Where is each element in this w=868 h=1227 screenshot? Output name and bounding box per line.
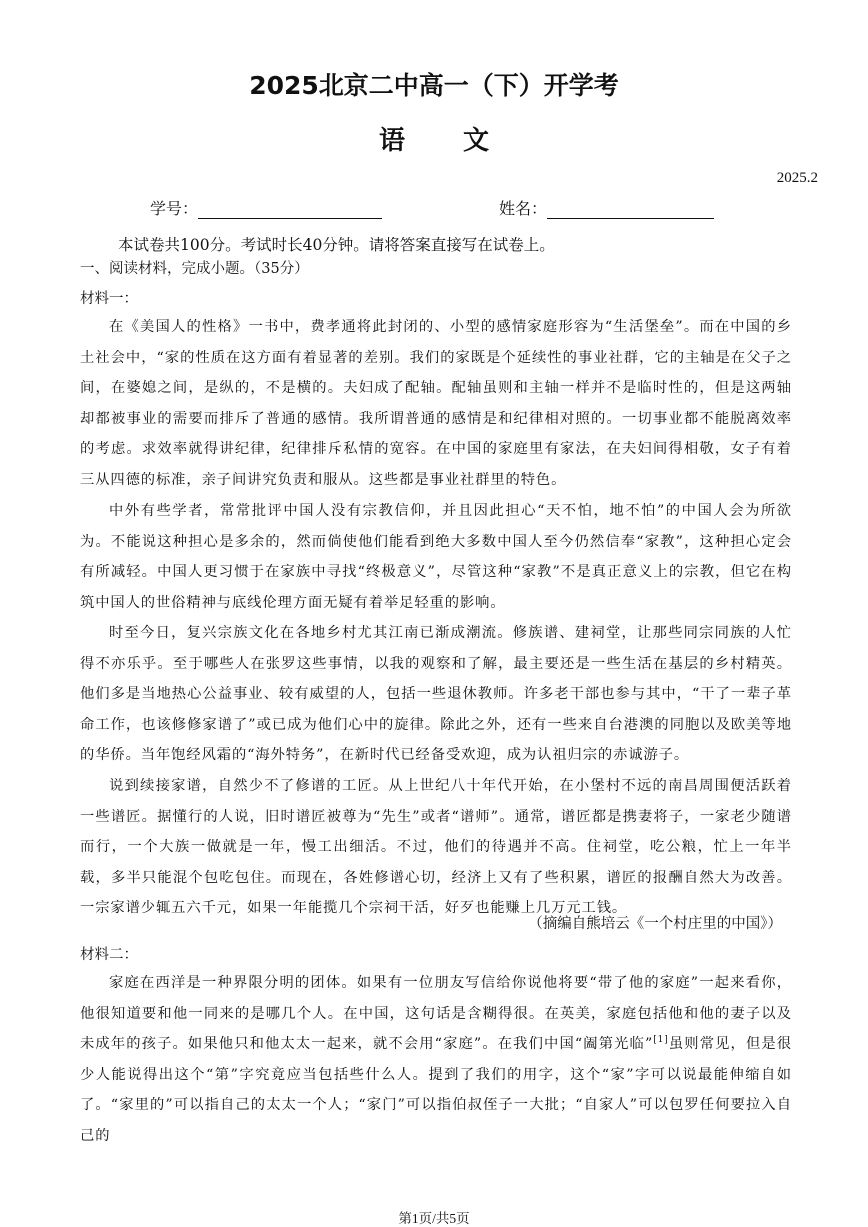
material-2-text-b: 虽则常见，但是很少人能说得出这个“第”字究竟应当包括些什么人。提到了我们的用字，这个“家”字可以说最能伸缩自如了。“家里的”可以指自己的太太一个人；“家门”可以指伯叔侄子一大批；“自家人”可以包罗任何要拉入自己的 bbox=[80, 1036, 792, 1144]
subject-char-2: 文 bbox=[463, 126, 490, 156]
section-heading: 一、阅读材料，完成小题。（35分） bbox=[80, 261, 309, 277]
material-1-paragraph-2: 中外有些学者，常常批评中国人没有宗教信仰，并且因此担心“天不怕，地不怕”的中国人会为所欲为。不能说这种担心是多余的，然而倘使他们能看到绝大多数中国人至今仍然信奉“家教”，这种担心定会有所减轻。中国人更习惯于在家族中寻找“终极意义”，尽管这种“家教”不是真正意义上的宗教，但它在构筑中国人的世俗精神与底线伦理方面无疑有着举足轻重的影响。 bbox=[80, 503, 792, 611]
page-footer: 第1页/共5页 bbox=[398, 1211, 470, 1226]
exam-title: 2025北京二中高一（下）开学考 bbox=[249, 71, 619, 100]
student-id-field[interactable] bbox=[150, 196, 382, 219]
subject-char-1: 语 bbox=[378, 126, 405, 156]
material-1-source: （摘编自熊培云《一个村庄里的中国》） bbox=[528, 916, 782, 932]
student-id-label: 学号： bbox=[150, 199, 199, 218]
name-label: 姓名： bbox=[499, 199, 548, 218]
exam-instructions: 本试卷共100分。考试时长40分钟。请将答案直接写在试卷上。 bbox=[118, 236, 555, 254]
student-id-blank[interactable] bbox=[198, 200, 382, 219]
exam-date: 2025.2 bbox=[776, 170, 818, 186]
name-blank[interactable] bbox=[547, 200, 714, 219]
material-1-label: 材料一： bbox=[80, 291, 138, 307]
subject-title bbox=[0, 120, 868, 157]
material-2-text-a: 家庭在西洋是一种界限分明的团体。如果有一位朋友写信给你说他将要“带了他的家庭”一起来看你，他很知道要和他一同来的是哪几个人。在中国，这句话是含糊得很。在英美，家庭包括他和他的妻子以及未成年的孩子。如果他只和他太太一起来，就不会用“家庭”。在我们中国“阖第光临” bbox=[80, 975, 792, 1053]
material-2-paragraph-1 bbox=[80, 968, 792, 1152]
material-1-paragraph-1: 在《美国人的性格》一书中，费孝通将此封闭的、小型的感情家庭形容为“生活堡垒”。而在中国的乡土社会中，“家的性质在这方面有着显著的差别。我们的家既是个延续性的事业社群，它的主轴是在父子之间，在婆媳之间，是纵的，不是横的。夫妇成了配轴。配轴虽则和主轴一样并不是临时性的，但是这两轴却都被事业的需要而排斥了普通的感情。我所谓普通的感情是和纪律相对照的。一切事业都不能脱离效率的考虑。求效率就得讲纪律，纪律排斥私情的宽容。在中国的家庭里有家法，在夫妇间得相敬，女子有着三从四德的标准，亲子间讲究负责和服从。这些都是事业社群里的特色。 bbox=[80, 319, 792, 488]
material-1-paragraph-4: 说到续接家谱，自然少不了修谱的工匠。从上世纪八十年代开始，在小堡村不远的南昌周围便活跃着一些谱匠。据懂行的人说，旧时谱匠被尊为“先生”或者“谱师”。通常，谱匠都是携妻将子，一家老少随谱而行，一个大族一做就是一年，慢工出细活。不过，他们的待遇并不高。住祠堂，吃公粮，忙上一年半载，多半只能混个包吃包住。而现在，各姓修谱心切，经济上又有了些积累，谱匠的报酬自然大为改善。一宗家谱少辄五六千元，如果一年能揽几个宗祠干活，好歹也能赚上几万元工钱。 bbox=[80, 778, 792, 917]
footnote-marker[interactable]: [1] bbox=[653, 1035, 669, 1046]
material-2-label: 材料二： bbox=[80, 947, 138, 963]
material-1-paragraph-3: 时至今日，复兴宗族文化在各地乡村尤其江南已渐成潮流。修族谱、建祠堂，让那些同宗同族的人忙得不亦乐乎。至于哪些人在张罗这些事情，以我的观察和了解，最主要还是一些生活在基层的乡村精英。他们多是当地热心公益事业、较有威望的人，包括一些退休教师。许多老干部也参与其中，“干了一辈子革命工作，也该修修家谱了”或已成为他们心中的旋律。除此之外，还有一些来自台港澳的同胞以及欧美等地的华侨。当年饱经风霜的“海外特务”，在新时代已经备受欢迎，成为认祖归宗的赤诚游子。 bbox=[80, 625, 792, 764]
name-field[interactable] bbox=[499, 196, 714, 219]
